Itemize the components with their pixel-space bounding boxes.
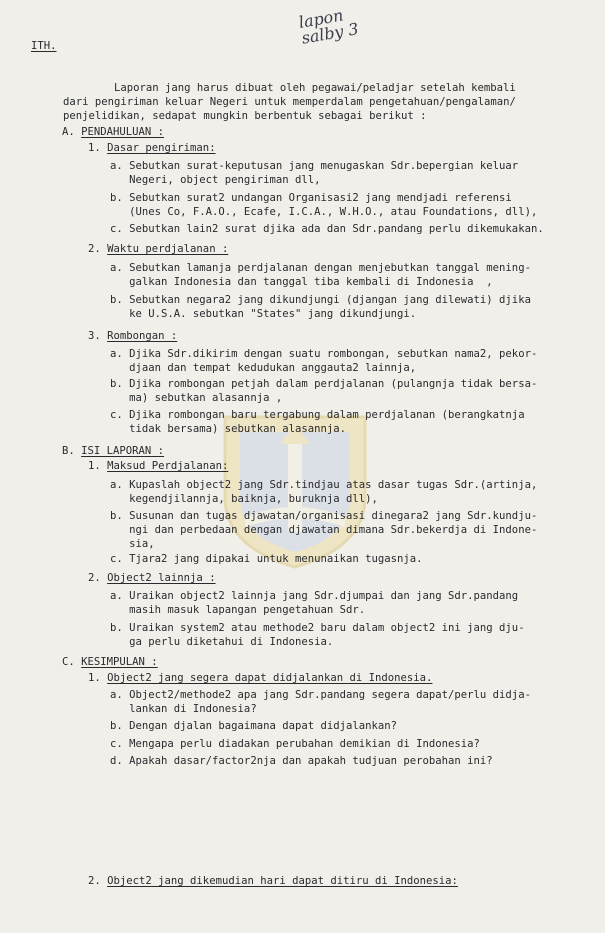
section-a-3b-line-2: ma) sebutkan alasannja , <box>110 392 283 404</box>
section-a-item-3-heading: 3. Rombongan : <box>88 330 178 342</box>
intro-line-2: dari pengiriman keluar Negeri untuk memperdalam pengetahuan/pengalaman/ <box>63 96 516 108</box>
section-c-item-2-heading: 2. Object2 jang dikemudian hari dapat ditiru di Indonesia: <box>88 875 458 887</box>
section-a-2a-line-1: a. Sebutkan lamanja perdjalanan dengan menjebutkan tanggal mening- <box>110 262 531 274</box>
section-a-2b-line-2: ke U.S.A. sebutkan "States" jang dikundjungi. <box>110 308 417 320</box>
section-b-1b-line-2: ngi dan perbedaan dengan djawatan dimana Sdr.bekerdja di Indone- <box>110 524 538 536</box>
section-b-2b-line-2: ga perlu diketahui di Indonesia. <box>110 636 334 648</box>
section-b-2a-line-1: a. Uraikan object2 lainnja jang Sdr.djumpai dan jang Sdr.pandang <box>110 590 519 602</box>
section-c-item-1-heading: 1. Object2 jang segera dapat didjalankan di Indonesia. <box>88 672 433 684</box>
section-a-1c-line-1: c. Sebutkan lain2 surat djika ada dan Sdr.pandang perlu dikemukakan. <box>110 223 544 235</box>
section-b-2b-line-1: b. Uraikan system2 atau methode2 baru dalam object2 ini jang dju- <box>110 622 525 634</box>
section-b-item-2-heading: 2. Object2 lainnja : <box>88 572 216 584</box>
section-b-1c-line-1: c. Tjara2 jang dipakai untuk menunaikan tugasnja. <box>110 553 423 565</box>
section-a-1a-line-1: a. Sebutkan surat-keputusan jang menugaskan Sdr.bepergian keluar <box>110 160 519 172</box>
section-b-item-1-heading: 1. Maksud Perdjalanan: <box>88 460 229 472</box>
section-a-3c-line-2: tidak bersama) sebutkan alasannja. <box>110 423 346 435</box>
section-a-1b-line-2: (Unes Co, F.A.O., Ecafe, I.C.A., W.H.O., atau Foundations, dll), <box>110 206 538 218</box>
section-b-1a-line-2: kegendjilannja, baiknja, buruknja dll), <box>110 493 378 505</box>
section-a-3a-line-1: a. Djika Sdr.dikirim dengan suatu rombongan, sebutkan nama2, pekor- <box>110 348 538 360</box>
document-code: ITH. <box>31 40 57 52</box>
section-a-heading: A. PENDAHULUAN : <box>62 126 165 138</box>
section-c-1b-line-1: b. Dengan djalan bagaimana dapat didjalankan? <box>110 720 398 732</box>
section-b-heading: B. ISI LAPORAN : <box>62 445 165 457</box>
section-c-1a-line-1: a. Object2/methode2 apa jang Sdr.pandang segera dapat/perlu didja- <box>110 689 531 701</box>
intro-line-3: penjelidikan, sedapat mungkin berbentuk sebagai berikut : <box>63 110 427 122</box>
section-a-item-2-heading: 2. Waktu perdjalanan : <box>88 243 229 255</box>
handwritten-note: lapon salby 3 <box>297 5 360 48</box>
intro-line-1: Laporan jang harus dibuat oleh pegawai/peladjar setelah kembali <box>114 82 516 94</box>
section-a-2a-line-2: galkan Indonesia dan tanggal tiba kembali di Indonesia , <box>110 276 493 288</box>
section-c-heading: C. KESIMPULAN : <box>62 656 158 668</box>
section-a-3a-line-2: djaan dan tempat kedudukan anggauta2 lainnja, <box>110 362 417 374</box>
section-c-1d-line-1: d. Apakah dasar/factor2nja dan apakah tudjuan perobahan ini? <box>110 755 493 767</box>
section-a-1a-line-2: Negeri, object pengiriman dll, <box>110 174 321 186</box>
section-a-3b-line-1: b. Djika rombongan petjah dalam perdjalanan (pulangnja tidak bersa- <box>110 378 538 390</box>
section-a-3c-line-1: c. Djika rombongan baru tergabung dalam perdjalanan (berangkatnja <box>110 409 525 421</box>
section-c-1a-line-2: lankan di Indonesia? <box>110 703 257 715</box>
section-a-1b-line-1: b. Sebutkan surat2 undangan Organisasi2 jang mendjadi referensi <box>110 192 512 204</box>
section-b-1b-line-1: b. Susunan dan tugas djawatan/organisasi dinegara2 jang Sdr.kundju- <box>110 510 538 522</box>
section-a-item-1-heading: 1. Dasar pengiriman: <box>88 142 216 154</box>
section-b-1b-line-3: sia, <box>110 538 155 550</box>
section-c-1c-line-1: c. Mengapa perlu diadakan perubahan demikian di Indonesia? <box>110 738 480 750</box>
section-b-1a-line-1: a. Kupaslah object2 jang Sdr.tindjau atas dasar tugas Sdr.(artinja, <box>110 479 538 491</box>
section-b-2a-line-2: masih masuk lapangan pengetahuan Sdr. <box>110 604 366 616</box>
section-a-2b-line-1: b. Sebutkan negara2 jang dikundjungi (djangan jang dilewati) djika <box>110 294 531 306</box>
